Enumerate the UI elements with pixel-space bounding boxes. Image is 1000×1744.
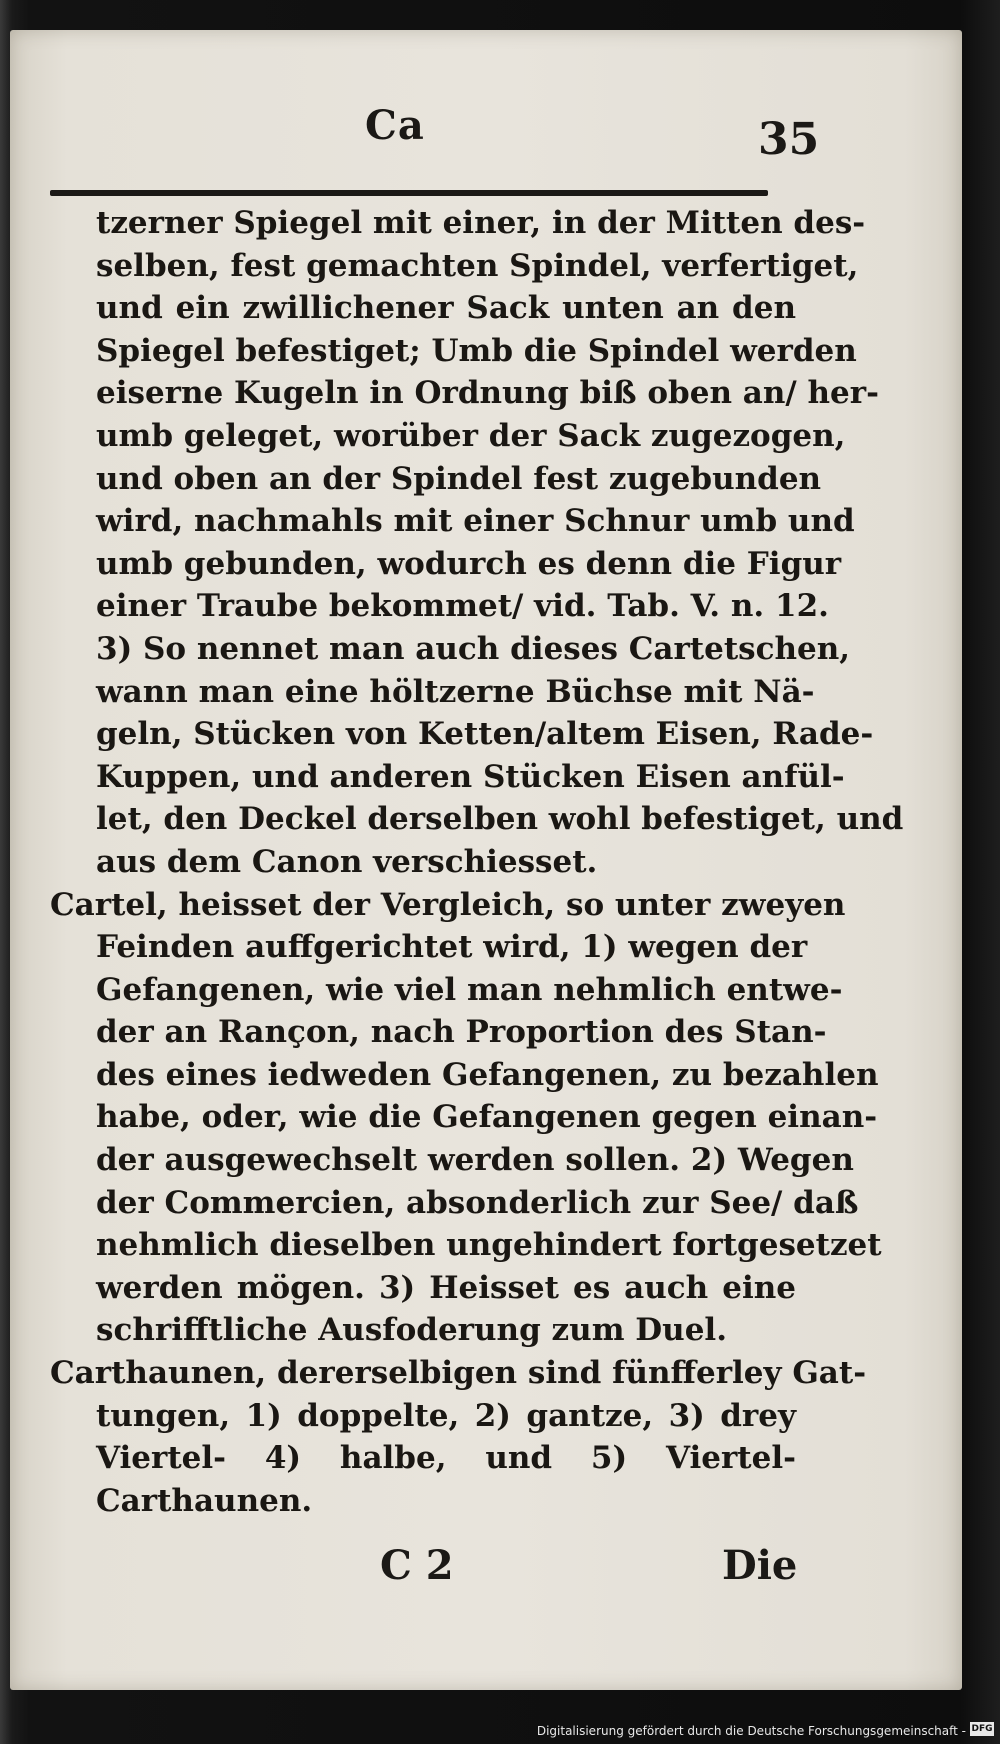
text-line: Feinden auffgerichtet wird, 1) wegen der bbox=[96, 929, 808, 966]
text-line: der Commercien, absonderlich zur See/ daß bbox=[96, 1184, 859, 1221]
text-line: wird, nachmahls mit einer Schnur umb und bbox=[96, 503, 855, 540]
catchword: Die bbox=[722, 1542, 798, 1589]
text-line: umb geleget, worüber der Sack zugezogen, bbox=[96, 417, 846, 454]
book-page bbox=[10, 30, 962, 1690]
page-number: 35 bbox=[758, 114, 820, 165]
text-line: der an Rançon, nach Proportion des Stan- bbox=[96, 1014, 827, 1051]
running-head: Ca bbox=[365, 102, 425, 149]
digitization-credit: Digitalisierung gefördert durch die Deutsche Forschungsgemeinschaft - bbox=[536, 1724, 966, 1738]
text-line: werden mögen. 3) Heisset es auch eine bbox=[96, 1269, 796, 1306]
text-line: Kuppen, und anderen Stücken Eisen anfül- bbox=[96, 758, 845, 795]
dfg-logo: DFG bbox=[971, 1724, 993, 1734]
text-line: 3) So nennet man auch dieses Cartetschen, bbox=[96, 630, 851, 667]
text-line: der ausgewechselt werden sollen. 2) Wegen bbox=[96, 1142, 854, 1179]
text-line: schrifftliche Ausfoderung zum Duel. bbox=[96, 1312, 728, 1349]
text-line: wann man eine höltzerne Büchse mit Nä- bbox=[96, 673, 815, 710]
entry-line-carthaunen: Carthaunen, dererselbigen sind fünfferley Gat- bbox=[50, 1355, 867, 1392]
signature-mark: C 2 bbox=[380, 1542, 454, 1589]
text-line: Gefangenen, wie viel man nehmlich entwe- bbox=[96, 971, 843, 1008]
entry-line-cartel: Cartel, heisset der Vergleich, so unter zweyen bbox=[50, 886, 846, 923]
text-line: Carthaunen. bbox=[96, 1482, 313, 1519]
text-line: aus dem Canon verschiesset. bbox=[96, 843, 598, 880]
text-line: Spiegel befestiget; Umb die Spindel werden bbox=[96, 332, 857, 369]
text-line: tungen, 1) doppelte, 2) gantze, 3) drey bbox=[96, 1397, 796, 1434]
text-line: geln, Stücken von Ketten/altem Eisen, Rade- bbox=[96, 716, 874, 753]
text-line: umb gebunden, wodurch es denn die Figur bbox=[96, 545, 842, 582]
text-line: und oben an der Spindel fest zugebunden bbox=[96, 460, 822, 497]
text-line: let, den Deckel derselben wohl befestiget, und bbox=[96, 801, 904, 838]
text-line: Viertel- 4) halbe, und 5) Viertel- bbox=[96, 1440, 796, 1477]
text-line: nehmlich dieselben ungehindert fortgesetzet bbox=[96, 1227, 882, 1264]
text-line: des eines iedweden Gefangenen, zu bezahlen bbox=[96, 1056, 879, 1093]
text-line: habe, oder, wie die Gefangenen gegen einan- bbox=[96, 1099, 878, 1136]
body-text bbox=[50, 202, 904, 1522]
text-line: eiserne Kugeln in Ordnung biß oben an/ her- bbox=[96, 375, 879, 412]
text-line: und ein zwillichener Sack unten an den bbox=[96, 290, 796, 327]
text-line: selben, fest gemachten Spindel, verfertiget, bbox=[96, 247, 859, 284]
header-rule bbox=[50, 190, 768, 196]
text-line: einer Traube bekommet/ vid. Tab. V. n. 12. bbox=[96, 588, 829, 625]
text-line: tzerner Spiegel mit einer, in der Mitten des- bbox=[96, 205, 866, 241]
